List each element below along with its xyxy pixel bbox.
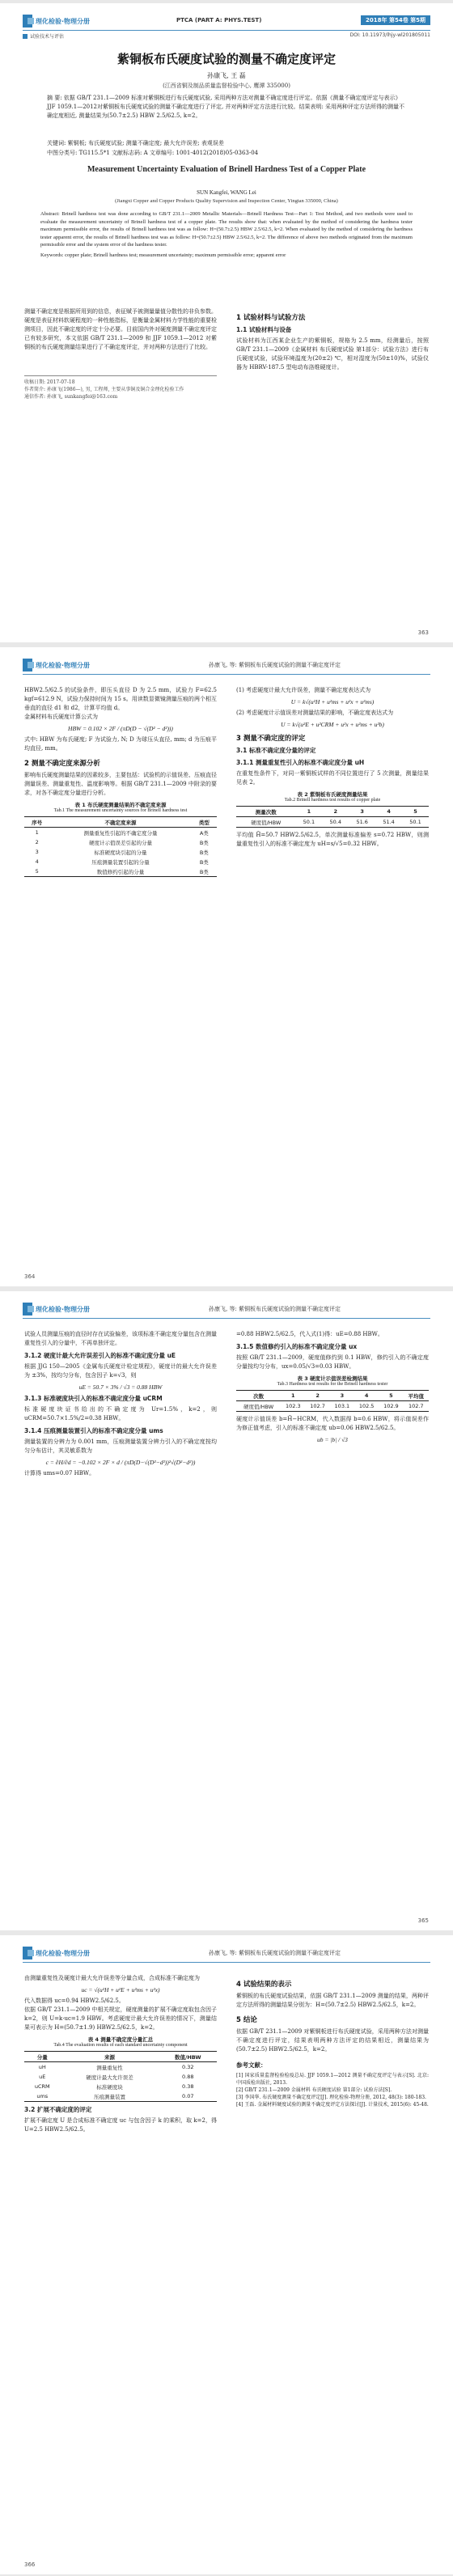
page-2	[0, 647, 453, 1286]
equation-1: HBW = 0.102 × 2F / (πD(D − √(D² − d²)))	[68, 725, 173, 732]
right-column	[236, 1330, 429, 1447]
doi: DOI: 10.11973/lhjy-wl201805011	[349, 32, 430, 38]
table-row: uH 测量重复性 0.32	[38, 2064, 194, 2071]
left-column	[24, 686, 217, 880]
table1-caption-en: Tab.1 The measurement uncertainty sources for Brinell hardness test	[53, 808, 188, 813]
section-line	[23, 32, 430, 40]
section-label: 试验技术与评估	[23, 32, 64, 40]
english-abstract	[40, 210, 413, 259]
journal-name: PTCA (PART A: PHYS.TEST)	[176, 17, 262, 23]
page-header	[23, 657, 430, 675]
article-title: 紫铜板布氏硬度试验的测量不确定度评定	[116, 52, 336, 66]
section2-heading: 2 测量不确定度来源分析	[24, 760, 100, 768]
paragraph: (1) 考虑硬度计最大允许误差，测量不确定度表达式为	[236, 687, 371, 693]
table-row: uCRM 标准硬度块 0.38	[34, 2083, 194, 2091]
left-column	[24, 1974, 217, 2134]
section1-text: 试验材料为江西某企业生产的紫铜板，规格为 2.5 mm，经测量后，按照 GB/T 231.1—2009《金属材料 布氏硬度试验 第1部分：试验方法》进行布氏硬度试验，试验环境温度为(20±2) ℃，相对湿度为(50±10)%，试验仪器为 HBRV-187.5 型电动布洛维硬度计。	[236, 337, 429, 371]
equation-5: c = ∂H/∂d = −0.102 × 2F × d / (πD(D−√(D²−d²))²√(D²−d²))	[45, 1459, 196, 1466]
table4-caption: 表 4 测量不确定度分量汇总	[87, 2036, 154, 2043]
page-number: 363	[417, 629, 429, 636]
section1-1-heading: 1.1 试验材料与设备	[236, 326, 292, 333]
page-number: 364	[24, 1273, 36, 1280]
section3-heading: 3 测量不确定度的评定	[236, 735, 306, 743]
table3-caption-en: Tab.3 Hardness test results for the Brinell hardness tester	[277, 1382, 388, 1387]
paragraph: 标准硬度块证书给出的不确定度为 Ur=1.5%，k=2，则 uCRM=50.7×1.5%/2=0.38 HBW。	[24, 1406, 217, 1421]
table-2: 测量次数 1 2 3 4 5 硬度值/HBW 50.1 50.4 51.6 51.4 50.1	[236, 806, 429, 828]
english-keywords: Keywords: copper plate; Brinell hardness test; measurement uncertainty; maximum permissible error; apparent error	[40, 252, 286, 258]
paragraph: 平均值 H̄=50.7 HBW2.5/62.5，单次测量标准偏差 s=0.72 HBW，则测量重复性引入的标准不确定度为 uH=s/√5=0.32 HBW。	[236, 832, 429, 847]
table-4: 分量 来源 数值/HBW uH 测量重复性 0.32 uE 硬度计最大允许误差 0.88 uCRM 标准硬度块 0.38 ums 压痕测量装置 0.07	[24, 2051, 217, 2102]
paragraph: 试验人员测量压痕的直径时存在试验偏差，该项标准不确定度分量包含在测量重复性引入的分量中，不再单独评定。	[24, 1331, 217, 1346]
paragraph: 式中: HBW 为布氏硬度; F 为试验力, N; D 为球压头直径, mm; d 为压痕平均直径, mm。	[24, 736, 217, 752]
english-affiliation: (Jiangxi Copper and Copper Products Quality Supervision and Inspection Center, Yingtan 335000, China)	[115, 198, 338, 204]
table-header: 序号	[32, 819, 43, 826]
paragraph: 依据 GB/T 231.1—2009 中相关规定，硬度测量的扩展不确定度取包含因子 k=2，则 U=k·uc=1.9 HBW。考虑硬度计最大允许误差的情况下，测量结果可表示为 H=(50.7±1.9) HBW2.5/62.5，k=2。	[24, 2006, 217, 2031]
section1-heading: 1 试验材料与试验方法	[236, 314, 306, 322]
table1-caption: 表 1 布氏硬度测量结果的不确定度来源	[74, 802, 167, 808]
equation-6: ub = |b| / √3	[317, 1436, 348, 1443]
table2-caption: 表 2 紫铜板布氏硬度测量结果	[297, 791, 368, 798]
section3-1-4-heading: 3.1.4 压痕测量装置引入的标准不确定度分量 ums	[24, 1427, 163, 1434]
page-header	[23, 1301, 430, 1319]
paragraph: 在重复性条件下，对同一紫铜板试样的不同位置进行了 5 次测量，测量结果见表 2。	[236, 770, 429, 786]
paragraph: 依据 GB/T 231.1—2009 对紫铜板进行布氏硬度试验，采用两种方法对测量不确定度进行评定，结果表明两种方法评定的结果相近，测量结果为(50.7±2.5) HBW2.5/62.5，k=2。	[236, 2028, 429, 2053]
keywords-cn: 关键词: 紫铜板; 布氏硬度试验; 测量不确定度; 最大允许误差; 表观误差	[47, 140, 224, 146]
section1	[236, 307, 429, 372]
section3-1-5-heading: 3.1.5 数值修约引入的标准不确定度分量 ux	[236, 1343, 358, 1350]
page-header	[23, 1945, 430, 1963]
abstract-cn: 摘 要: 依据 GB/T 231.1—2009 标准对紫铜板进行布氏硬度试验, 采用两种方法对测量不确定度进行评定。依据《测量不确定度评定与表示》JJF 1059.1—2012对紫铜板布氏硬度试验的测量不确定度进行了评定, 并对两种评定方法进行比较。结果表明: 采用两种评定方法所得的测量不确定度相近, 测量结果为(50.7±2.5) HBW 2.5/62.5, k=2。	[47, 95, 405, 119]
table-row: 3 标准硬度块引起的分量 B类	[35, 849, 209, 856]
classification: 中图分类号: TG115.5*1 文献标志码: A 文章编号: 1001-4012(2018)05-0363-04	[47, 150, 259, 156]
table-header: 不确定度来源	[104, 819, 137, 826]
page-number: 365	[417, 1917, 429, 1924]
paragraph: 测量装置的分辨力为 0.001 mm，压痕测量装置分辨力引入的不确定度按均匀分布估计，其灵敏系数为	[24, 1438, 217, 1454]
equation-7: uc = √(u²H + u²E + u²ms + u²x)	[81, 1986, 160, 1993]
table-3: 次数 1 2 3 4 5 平均值 硬度值/HBW 102.3 102.7 103.1 102.5 102.9 102.7	[236, 1390, 429, 1412]
page-header	[23, 13, 430, 31]
table-header: 类型	[198, 819, 210, 826]
paragraph: 影响布氏硬度测量结果的因素较多，主要包括：试验机的示值误差、压痕直径测量误差、测量重复性、温度影响等。根据 GB/T 231.1—2009 中附录的要求，对各不确定度分量进行分析。	[24, 772, 217, 796]
table-row: uE 硬度计最大允许误差 0.88	[39, 2074, 194, 2081]
page-3	[0, 1291, 453, 1930]
table-row: 硬度值/HBW 102.3 102.7 103.1 102.5 102.9 102.7	[236, 1401, 429, 1412]
equation-2: U = k√(u²H + u²ms + u²x + u²ms)	[290, 698, 375, 705]
paragraph: 代入数据得 uc=0.94 HBW2.5/62.5。	[24, 1998, 125, 2004]
reference-item: [1] 国家质量监督检验检疫总局. JJF 1059.1—2012 测量不确定度评定与表示[S]. 北京: 中国质检出版社, 2013.	[236, 2073, 429, 2086]
table-row: 1 测量重复性引起的不确定度分量 A类	[35, 829, 209, 837]
journal-logo: 理化检验·物理分册	[23, 1947, 70, 1960]
reference-item: [2] GB/T 231.1—2009 金属材料 布氏硬度试验 第1部分: 试验方法[S].	[236, 2087, 392, 2093]
english-abstract-text: Abstract: Brinell hardness test was done according to GB/T 231.1—2009 Metallic Materials—Brinell Hardness Test—Part 1: Test Method, and two methods were used to evaluate the measurement uncertainty of Brinell hardness test of a copper plate. The results show that: when evaluated by the method of considering the hardness tester maximum permissible error, the results of Brinell hardness test was as follow: H=(50.7±2.5) HBW 2.5/62.5, k=2. When evaluated by the method of considering the hardness tester apparent error, the results of Brinell hardness test was as follow: H=(50.7±2.5) HBW 2.5/62.5, k=2. The difference of above two methods originated from the maximum permissible error and the system error of the hardness tester.	[40, 211, 413, 248]
affiliation: (江西省铜及制品质量监督检验中心, 鹰潭 335000)	[163, 83, 290, 89]
intro-text: 测量不确定度是根据所用到的信息，表征赋予被测量量值分散性的非负参数。硬度是表征材料软硬程度的一种性能指标，是衡量金属材料力学性能的重要检测项目，因此不确定度的评定十分必要。目前国内外对硬度测量不确定度评定已有较多研究，本文依据 GB/T 231.1—2009 和 JJF 1059.1—2012 对紫铜板的布氏硬度测量结果进行了不确定度评定，并对两种方法进行了比较。	[24, 308, 217, 350]
right-column	[236, 1974, 429, 2108]
right-column	[236, 686, 429, 849]
section3-1-2-heading: 3.1.2 硬度计最大允许误差引入的标准不确定度分量 uE	[24, 1352, 176, 1359]
table-1	[24, 816, 217, 877]
paragraph: (2) 考虑硬度计示值误差对测量结果的影响，不确定度表达式为	[236, 710, 394, 716]
paragraph: 根据 JJG 150—2005《金属布氏硬度计检定规程》，硬度计的最大允许误差为 ±3%，按均匀分布，包含因子 k=√3，则	[24, 1363, 217, 1379]
footnote: 收稿日期: 2017-07-18 作者简介: 孙康飞(1986—), 男, 工程师, 主要从事铜及铜合金理化检验工作 通信作者: 孙康飞, sunkangfei@163.com	[24, 375, 217, 400]
english-title: Measurement Uncertainty Evaluation of Brinell Hardness Test of a Copper Plate	[87, 165, 366, 174]
running-title: 孙康飞, 等: 紫铜板布氏硬度试验的测量不确定度评定	[209, 662, 341, 668]
section3-1-heading: 3.1 标准不确定度分量的评定	[236, 747, 316, 754]
running-title: 孙康飞, 等: 紫铜板布氏硬度试验的测量不确定度评定	[209, 1306, 341, 1312]
english-authors: SUN Kangfei, WANG Lei	[197, 189, 256, 196]
equation-4: uE = 50.7 × 3% / √3 = 0.88 HBW	[78, 1383, 163, 1391]
table-row: 4 压痕测量装置引起的分量 B类	[35, 858, 209, 866]
references-heading: 参考文献：	[236, 2061, 267, 2069]
paragraph: HBW2.5/62.5 的试验条件，即压头直径 D 为 2.5 mm，试验力 F=62.5 kgf=612.9 N，试验力保持时间为 15 s。用读数显微镜测量压痕的两个相互垂直的直径 d1 和 d2，计算平均值 d。	[24, 687, 217, 711]
section3-2-heading: 3.2 扩展不确定度的评定	[24, 2106, 92, 2113]
issue-badge: 2018年 第54卷 第5期	[361, 15, 430, 25]
paragraph: 计算得 ums=0.07 HBW。	[24, 1470, 95, 1477]
journal-logo: 理化检验·物理分册	[23, 15, 70, 28]
section5-heading: 5 结论	[236, 2016, 257, 2024]
table2-caption-en: Tab.2 Brinell hardness test results of copper plate	[284, 798, 381, 803]
table-row: 5 数值修约引起的分量 B类	[24, 866, 217, 877]
table3-caption: 表 3 硬度计示值误差检测结果	[297, 1375, 368, 1382]
paragraph: 金属材料布氏硬度计算公式为	[24, 714, 98, 720]
paragraph: 紫铜板的布氏硬度试验结果，依据 GB/T 231.1—2009 测量的结果，两种评定方法所得的测量结果分别为：H=(50.7±2.5) HBW2.5/62.5，k=2。	[236, 1993, 429, 2008]
reference-item: [3] 李国华. 布氏硬度测量不确定度评定[J]. 理化检验-物理分册, 2012, 48(3): 180-183.	[236, 2095, 426, 2100]
page-4	[0, 1935, 453, 2574]
page-number: 366	[24, 2561, 36, 2568]
table-row: ums 压痕测量装置 0.07	[24, 2091, 217, 2102]
equation-3: U = k√(u²E + u²CRM + u²x + u²ms + u²b)	[281, 721, 384, 728]
reference-item: [4] 王磊. 金属材料硬度试验的测量不确定度评定方法探讨[J]. 计量技术, 2015(6): 45-48.	[236, 2102, 429, 2108]
journal-logo: 理化检验·物理分册	[23, 1303, 70, 1316]
table-row: 硬度值/HBW 50.1 50.4 51.6 51.4 50.1	[236, 817, 429, 828]
running-title: 孙康飞, 等: 紫铜板布氏硬度试验的测量不确定度评定	[209, 1950, 341, 1956]
section3-1-1-heading: 3.1.1 测量重复性引入的标准不确定度分量 uH	[236, 759, 365, 766]
paragraph: 按照 GB/T 231.1—2009，硬度值修约到 0.1 HBW，修约引入的不确定度分量按均匀分布，ux=0.05/√3=0.03 HBW。	[236, 1354, 429, 1370]
left-column	[24, 1330, 217, 1478]
journal-logo: 理化检验·物理分册	[23, 659, 70, 672]
table-row: 2 硬度计示值误差引起的分量 B类	[35, 839, 209, 846]
section4-heading: 4 试验结果的表示	[236, 1981, 292, 1989]
paragraph: 硬度计示值误差 b=H̄−HCRM，代入数据得 b=0.6 HBW，将示值误差作为修正值考虑，引入的标准不确定度 ub=0.06 HBW2.5/62.5。	[236, 1416, 429, 1431]
table4-caption-en: Tab.4 The evaluation results of each standard uncertainty component	[53, 2043, 188, 2048]
authors: 孙康飞, 王 磊	[207, 72, 246, 79]
section3-1-3-heading: 3.1.3 标准硬度块引入的标准不确定度分量 uCRM	[24, 1395, 163, 1402]
paragraph: 由测量重复性及硬度计最大允许误差等分量合成，合成标准不确定度为	[24, 1975, 200, 1981]
paragraph: =0.88 HBW2.5/62.5，代入式(1)得：uE=0.88 HBW。	[236, 1331, 383, 1337]
page-1	[0, 3, 453, 642]
reference-list	[236, 2072, 429, 2108]
paragraph: 扩展不确定度 U 是合成标准不确定度 uc 与包含因子 k 的乘积，取 k=2，得 U=2.5 HBW2.5/62.5。	[24, 2117, 217, 2133]
